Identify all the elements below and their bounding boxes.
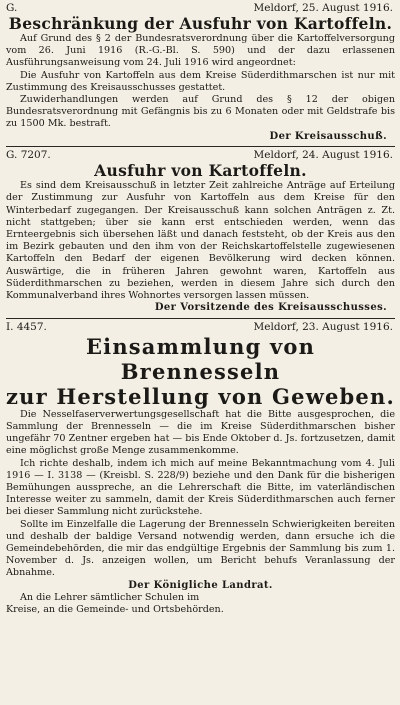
- notice-body: [6, 180, 395, 302]
- reference-number: I. 4457.: [6, 320, 47, 333]
- signature: Der Vorsitzende des Kreisausschusses.: [154, 302, 387, 314]
- paragraph: Es sind dem Kreisausschuß in letzter Zeit zahlreiche Anträge auf Erteilung der Zustimmung zur Ausfuhr von Kartoffeln aus dem Kreise für den Winterbedarf zugegangen. Der Kreisausschuß kann solchen Anträgen z. Zt. nicht stattgeben; über sie kann erst entschieden werden, wenn das Ernteergebnis sich übersehen läßt und danach feststeht, ob der Kreis aus den im Bezirk gebauten und den ihm von der Reichskartoffelstelle zugewiesenen Kartoffeln den Bedarf der eigenen Bevölkerung wird decken können. Auswärtige, die in früheren Jahren gewohnt waren, Kartoffeln aus Süderdithmarschen zu beziehen, werden in diesem Jahre sich durch den Kommunalverband ihres Wohnortes versorgen lassen müssen.: [6, 180, 395, 302]
- addressee-line: An die Lehrer sämtlicher Schulen im: [20, 592, 200, 604]
- notice-potato-export: [6, 149, 395, 315]
- signature: Der Kreisausschuß.: [269, 130, 387, 142]
- notice-date: Meldorf, 23. August 1916.: [253, 320, 393, 333]
- divider: [6, 318, 395, 319]
- notice-title: Beschränkung der Ausfuhr von Kartoffeln.: [8, 14, 393, 33]
- notice-title-line-2: zur Herstellung von Geweben.: [6, 383, 395, 409]
- notice-date: Meldorf, 24. August 1916.: [253, 149, 393, 162]
- paragraph: Auf Grund des § 2 der Bundesratsverordnung über die Kartoffelversorgung vom 26. Juni 1916 (R.-G.-Bl. S. 590) und der dazu erlassenen Ausführungsanweisung vom 24. Juli 1916 wird angeordnet:: [6, 33, 395, 69]
- paragraph: Ich richte deshalb, indem ich mich auf meine Bekanntmachung vom 4. Juli 1916 — I. 3138 — (Kreisbl. S. 228/9) beziehe und den Dank für die bisherigen Bemühungen ausspreche, an die Lehrerschaft die Bitte, im vaterländischen Interesse weiter zu sammeln, damit der Kreis Süderdithmarschen auch ferner bei dieser Sammlung nicht zurückstehe.: [6, 457, 395, 518]
- paragraph: Zuwiderhandlungen werden auf Grund des § 12 der obigen Bundesratsverordnung mit Gefängnis bis zu 6 Monaten oder mit Geldstrafe bis zu 1500 Mk. bestraft.: [6, 94, 395, 130]
- divider: [6, 146, 395, 147]
- notice-title: Ausfuhr von Kartoffeln.: [94, 161, 307, 181]
- notice-potato-export-restriction: [6, 2, 395, 143]
- reference-number: G.: [6, 2, 18, 14]
- notice-header: [6, 321, 395, 334]
- notice-title-line-1: Einsammlung von Brennesseln: [85, 333, 316, 384]
- notice-body: [6, 409, 395, 580]
- notice-date: Meldorf, 25. August 1916.: [253, 2, 393, 14]
- notice-nettle-collection: [6, 321, 395, 617]
- paragraph: Die Nesselfaserverwertungsgesellschaft hat die Bitte ausgesprochen, die Sammlung der Brennesseln — die im Kreise Süderdithmarschen bisher ungefähr 70 Zentner ergeben hat — bis Ende Oktober d. Js. fortzusetzen, damit eine möglichst große Menge zusammenkomme.: [6, 408, 395, 457]
- paragraph: Sollte im Einzelfalle die Lagerung der Brennesseln Schwierigkeiten bereiten und deshalb der baldige Versand notwendig werden, dann ersuche ich die Gemeindebehörden, die mir das endgültige Ergebnis der Sammlung bis zum 1. November d. Js. anzeigen wollen, um Bericht behufs Veranlassung der Abnahme.: [6, 518, 395, 579]
- reference-number: G. 7207.: [6, 149, 51, 162]
- notice-body: [6, 33, 395, 131]
- paragraph: Die Ausfuhr von Kartoffeln aus dem Kreise Süderdithmarschen ist nur mit Zustimmung des Kreisausschusses gestattet.: [6, 69, 395, 93]
- signature: Der Königliche Landrat.: [128, 579, 273, 591]
- addressee-line: Kreise, an die Gemeinde- und Ortsbehörden.: [6, 604, 224, 616]
